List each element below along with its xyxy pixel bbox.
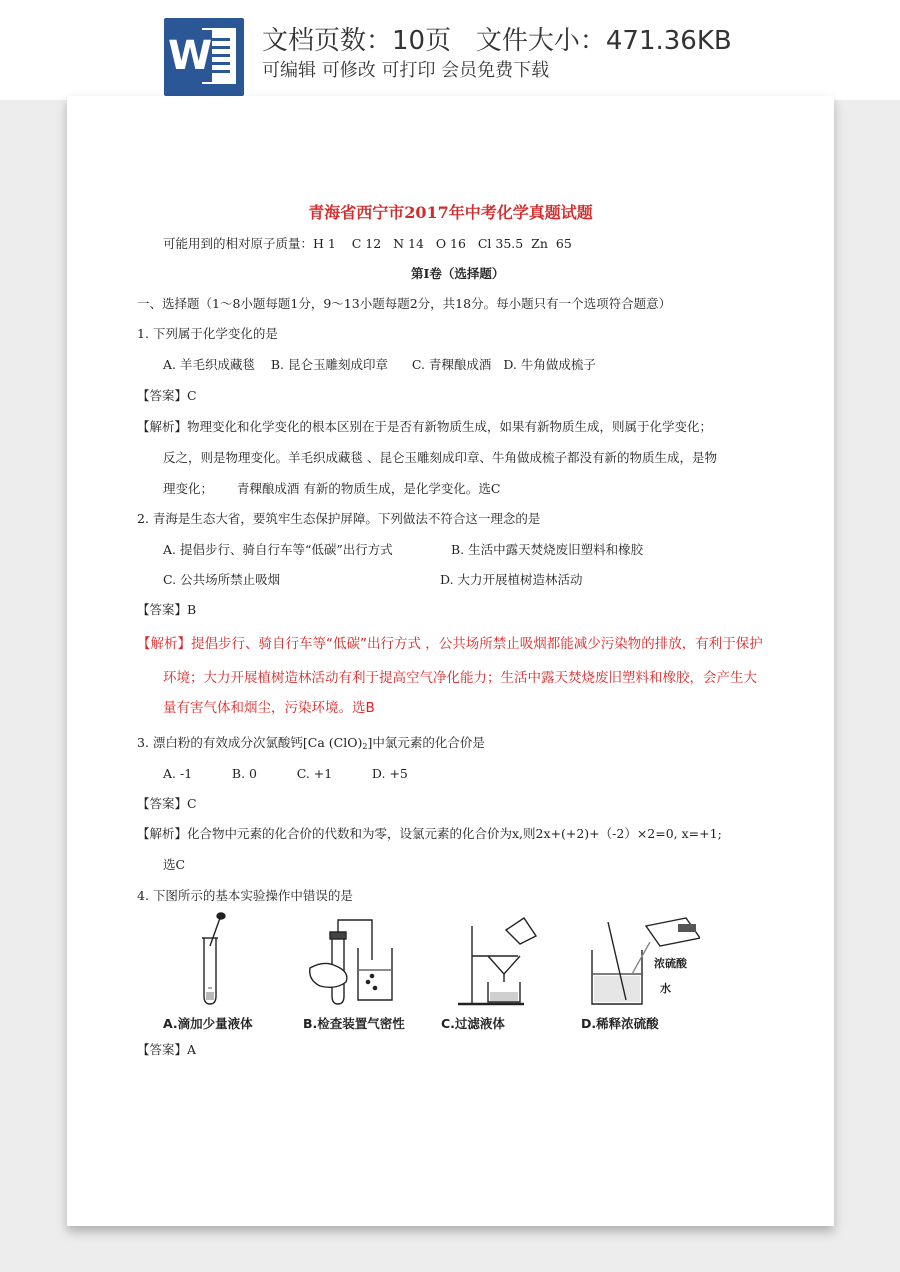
q2-option-b: B. 生活中露天焚烧废旧塑料和橡胶 <box>451 542 644 557</box>
q1-options: A. 羊毛织成藏毯 B. 昆仑玉雕刻成印章 C. 青稞酿成酒 D. 牛角做成梳子 <box>163 357 596 372</box>
q1-answer: 【答案】C <box>137 388 197 403</box>
q2-option-d: D. 大力开展植树造林活动 <box>440 572 583 587</box>
q4-answer: 【答案】A <box>137 1042 197 1057</box>
q2-analysis-1: 【解析】提倡步行、骑自行车等“低碳”出行方式 ，公共场所禁止吸烟都能减少污染物的排放，有利于保护 <box>137 636 763 652</box>
download-banner <box>0 0 900 100</box>
q3-analysis-2: 选C <box>163 857 186 872</box>
document-page <box>67 96 834 1226</box>
label-water: 水 <box>660 982 671 995</box>
document-title: 青海省西宁市2017年中考化学真题试题 <box>308 203 593 222</box>
q2-option-c: C. 公共场所禁止吸烟 <box>163 572 281 587</box>
caption-c: C.过滤液体 <box>441 1016 505 1031</box>
file-features: 可编辑 可修改 可打印 会员免费下载 <box>262 60 550 81</box>
dropper-test-tube-icon <box>202 913 225 1004</box>
airtightness-apparatus-icon <box>310 920 392 1004</box>
q3-analysis-1: 【解析】化合物中元素的化合价的代数和为零，设氯元素的化合价为x,则2x+(+2)+（-2）×2=0, x=+1; <box>137 826 722 841</box>
q2-option-a: A. 提倡步行、骑自行车等“低碳”出行方式 <box>163 542 393 557</box>
volume-heading: 第Ⅰ卷（选择题） <box>411 266 505 281</box>
caption-a: A.滴加少量液体 <box>163 1016 253 1031</box>
q2-stem: 2. 青海是生态大省，要筑牢生态保护屏障。下列做法不符合这一理念的是 <box>137 511 541 526</box>
q2-answer: 【答案】B <box>137 602 197 617</box>
filtration-icon <box>458 918 536 1004</box>
q1-stem: 1. 下列属于化学变化的是 <box>137 326 278 341</box>
q1-analysis-1: 【解析】物理变化和化学变化的根本区别在于是否有新物质生成，如果有新物质生成，则属于化学变化； <box>137 419 713 434</box>
q1-analysis-3: 理变化； 青稞酿成酒 有新的物质生成，是化学变化。选C <box>163 481 501 496</box>
q3-options: A. -1 B. 0 C. +1 D. +5 <box>163 766 408 781</box>
caption-b: B.检查装置气密性 <box>303 1016 405 1031</box>
file-meta-info: 文档页数：10页 文件大小：471.36KB <box>262 26 732 56</box>
q2-analysis-2: 环境；大力开展植树造林活动有利于提高空气净化能力；生活中露天焚烧废旧塑料和橡胶，会产生大 <box>163 670 757 686</box>
q4-stem: 4. 下图所示的基本实验操作中错误的是 <box>137 888 353 903</box>
word-document-icon: W <box>164 18 244 96</box>
caption-d: D.稀释浓硫酸 <box>581 1016 659 1031</box>
section-intro: 一、选择题（1～8小题每题1分，9～13小题每题2分，共18分。每小题只有一个选项符合题意） <box>137 296 672 311</box>
q1-analysis-2: 反之，则是物理变化。羊毛织成藏毯 、昆仑玉雕刻成印章、牛角做成梳子都没有新的物质生成，是物 <box>163 450 717 465</box>
q3-answer: 【答案】C <box>137 796 197 811</box>
q2-analysis-3: 量有害气体和烟尘，污染环境。选B <box>163 700 375 716</box>
q3-stem: 3. 漂白粉的有效成分次氯酸钙[Ca $(ClO)_2$]中氯元素的化合价是 <box>137 735 485 751</box>
label-concentrated-acid: 浓硫酸 <box>654 957 687 970</box>
atomic-mass-line: 可能用到的相对原子质量：H 1 C 12 N 14 O 16 Cl 35.5 Zn 65 <box>163 236 572 251</box>
